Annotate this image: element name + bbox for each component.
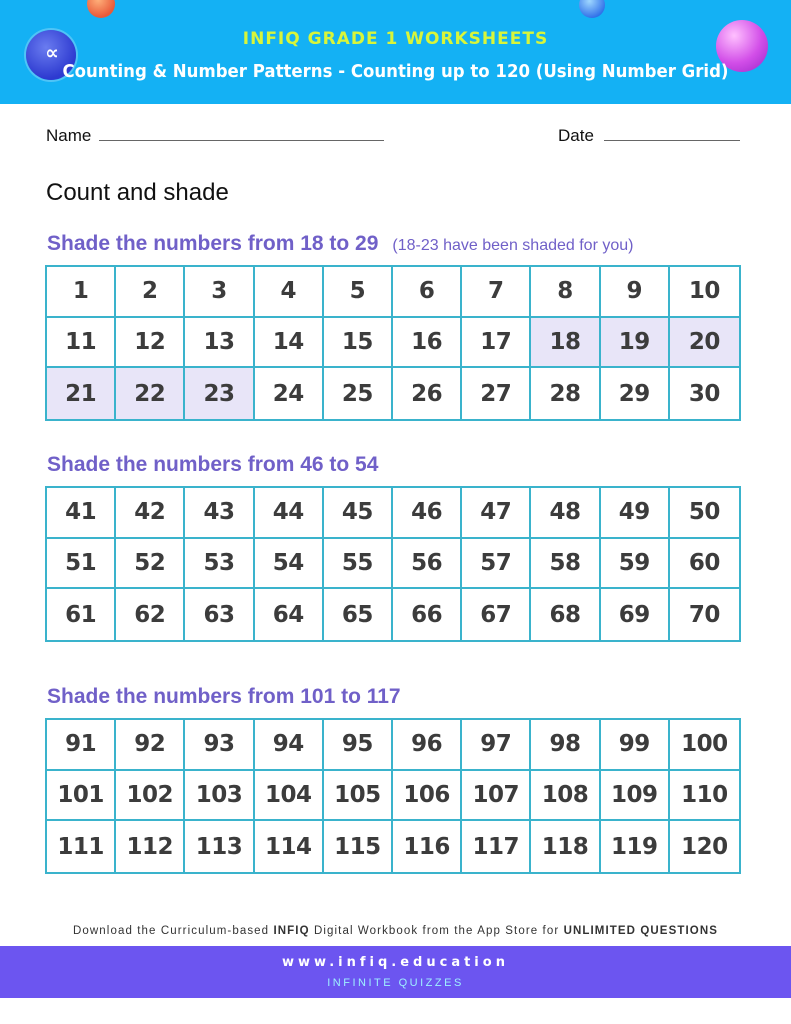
number-cell[interactable]: 22 xyxy=(116,368,185,419)
number-cell[interactable]: 69 xyxy=(601,589,670,640)
number-cell[interactable]: 12 xyxy=(116,318,185,369)
section-title-2 xyxy=(47,453,378,477)
number-cell[interactable]: 117 xyxy=(462,821,531,872)
number-cell[interactable]: 14 xyxy=(255,318,324,369)
number-cell[interactable]: 11 xyxy=(47,318,116,369)
number-cell[interactable]: 109 xyxy=(601,771,670,822)
number-cell[interactable]: 58 xyxy=(531,539,600,590)
number-cell[interactable]: 3 xyxy=(185,267,254,318)
number-cell[interactable]: 2 xyxy=(116,267,185,318)
number-cell[interactable]: 111 xyxy=(47,821,116,872)
decorative-orb-icon xyxy=(87,0,115,18)
footer-note xyxy=(0,925,791,937)
number-cell[interactable]: 104 xyxy=(255,771,324,822)
number-cell[interactable]: 65 xyxy=(324,589,393,640)
number-cell[interactable]: 102 xyxy=(116,771,185,822)
footer-note-prefix: Download the Curriculum-based xyxy=(73,925,270,937)
number-cell[interactable]: 110 xyxy=(670,771,739,822)
number-cell[interactable]: 119 xyxy=(601,821,670,872)
number-cell[interactable]: 97 xyxy=(462,720,531,771)
number-cell[interactable]: 47 xyxy=(462,488,531,539)
number-cell[interactable]: 55 xyxy=(324,539,393,590)
section-title-3 xyxy=(47,685,401,709)
number-cell[interactable]: 106 xyxy=(393,771,462,822)
number-cell[interactable]: 66 xyxy=(393,589,462,640)
number-cell[interactable]: 95 xyxy=(324,720,393,771)
number-cell[interactable]: 53 xyxy=(185,539,254,590)
number-cell[interactable]: 57 xyxy=(462,539,531,590)
section-title-text: Shade the numbers from 101 to 117 xyxy=(47,685,401,708)
number-cell[interactable]: 49 xyxy=(601,488,670,539)
number-cell[interactable]: 48 xyxy=(531,488,600,539)
footer-bar xyxy=(0,946,791,998)
number-cell[interactable]: 98 xyxy=(531,720,600,771)
section-title-text: Shade the numbers from 46 to 54 xyxy=(47,453,379,476)
number-cell[interactable]: 30 xyxy=(688,380,720,407)
number-cell[interactable]: 23 xyxy=(185,368,254,419)
section-title-text: Shade the numbers from 18 to 29 xyxy=(47,232,379,255)
section-note: (18-23 have been shaded for you) xyxy=(392,237,634,254)
footer-url-link[interactable]: www.infiq.education xyxy=(282,955,509,970)
number-cell[interactable]: 118 xyxy=(531,821,600,872)
date-field[interactable] xyxy=(604,140,740,141)
number-cell[interactable]: 7 xyxy=(462,267,531,318)
number-cell[interactable]: 5 xyxy=(324,267,393,318)
number-cell[interactable]: 92 xyxy=(116,720,185,771)
number-cell[interactable]: 10 xyxy=(670,267,739,318)
number-cell[interactable]: 44 xyxy=(255,488,324,539)
number-cell[interactable]: 108 xyxy=(531,771,600,822)
number-cell[interactable]: 59 xyxy=(601,539,670,590)
number-cell[interactable]: 91 xyxy=(47,720,116,771)
number-cell[interactable]: 51 xyxy=(47,539,116,590)
number-cell[interactable]: 15 xyxy=(324,318,393,369)
number-cell[interactable]: 112 xyxy=(116,821,185,872)
number-cell[interactable]: 68 xyxy=(531,589,600,640)
number-cell[interactable]: 42 xyxy=(116,488,185,539)
number-cell[interactable]: 17 xyxy=(462,318,531,369)
number-cell[interactable]: 9 xyxy=(601,267,670,318)
header-banner xyxy=(0,0,791,104)
number-cell[interactable]: 50 xyxy=(670,488,739,539)
number-cell[interactable]: 27 xyxy=(462,368,531,419)
number-cell[interactable]: 114 xyxy=(255,821,324,872)
number-cell[interactable]: 46 xyxy=(393,488,462,539)
number-cell[interactable]: 45 xyxy=(324,488,393,539)
number-cell[interactable]: 93 xyxy=(185,720,254,771)
logo-text: ∝ xyxy=(45,42,57,64)
number-grid-2 xyxy=(45,486,741,642)
number-cell[interactable]: 43 xyxy=(185,488,254,539)
number-cell[interactable]: 62 xyxy=(116,589,185,640)
number-cell[interactable]: 8 xyxy=(531,267,600,318)
number-cell[interactable]: 100 xyxy=(670,720,739,771)
number-cell[interactable]: 4 xyxy=(255,267,324,318)
brand-title: INFIQ GRADE 1 WORKSHEETS xyxy=(242,29,549,49)
number-cell[interactable]: 64 xyxy=(255,589,324,640)
footer-note-brand: INFIQ xyxy=(273,925,310,937)
number-cell[interactable]: 24 xyxy=(255,368,324,419)
worksheet-subtitle: Counting & Number Patterns - Counting up to 120 (Using Number Grid) xyxy=(62,61,729,82)
number-cell[interactable]: 29 xyxy=(601,368,670,419)
number-cell[interactable]: 13 xyxy=(185,318,254,369)
number-cell[interactable]: 60 xyxy=(670,539,739,590)
footer-note-emphasis: UNLIMITED QUESTIONS xyxy=(563,925,718,937)
number-cell[interactable]: 1 xyxy=(47,267,116,318)
number-cell[interactable]: 25 xyxy=(324,368,393,419)
name-field[interactable] xyxy=(99,140,384,141)
number-cell[interactable]: 56 xyxy=(393,539,462,590)
number-cell[interactable]: 54 xyxy=(255,539,324,590)
number-cell[interactable]: 67 xyxy=(462,589,531,640)
number-grid-1 xyxy=(45,265,741,421)
decorative-orb-icon xyxy=(579,0,605,18)
number-cell[interactable]: 28 xyxy=(531,368,600,419)
number-cell[interactable]: 63 xyxy=(185,589,254,640)
name-label: Name xyxy=(46,126,92,145)
number-cell[interactable]: 61 xyxy=(47,589,116,640)
number-cell[interactable]: 105 xyxy=(324,771,393,822)
number-cell[interactable]: 26 xyxy=(393,368,462,419)
number-cell[interactable]: 21 xyxy=(47,368,116,419)
number-cell[interactable]: 41 xyxy=(47,488,116,539)
number-grid-3 xyxy=(45,718,741,874)
date-label: Date xyxy=(558,126,594,145)
number-cell[interactable]: 52 xyxy=(116,539,185,590)
number-cell[interactable]: 6 xyxy=(393,267,462,318)
number-cell[interactable]: 101 xyxy=(47,771,116,822)
number-cell[interactable]: 99 xyxy=(601,720,670,771)
number-cell[interactable]: 116 xyxy=(393,821,462,872)
number-cell[interactable]: 70 xyxy=(688,601,720,628)
number-cell[interactable]: 115 xyxy=(324,821,393,872)
number-cell[interactable]: 103 xyxy=(185,771,254,822)
footer-tagline: INFINITE QUIZZES xyxy=(327,977,464,989)
number-cell[interactable]: 113 xyxy=(185,821,254,872)
number-cell[interactable]: 107 xyxy=(462,771,531,822)
number-cell[interactable]: 120 xyxy=(681,833,728,860)
number-cell[interactable]: 18 xyxy=(531,318,600,369)
number-cell[interactable]: 16 xyxy=(393,318,462,369)
number-cell[interactable]: 94 xyxy=(255,720,324,771)
instruction-heading: Count and shade xyxy=(46,179,229,206)
number-cell[interactable]: 20 xyxy=(670,318,739,369)
footer-note-middle: Digital Workbook from the App Store for xyxy=(313,925,560,937)
number-cell[interactable]: 96 xyxy=(393,720,462,771)
section-title-1 xyxy=(47,232,633,256)
number-cell[interactable]: 19 xyxy=(601,318,670,369)
